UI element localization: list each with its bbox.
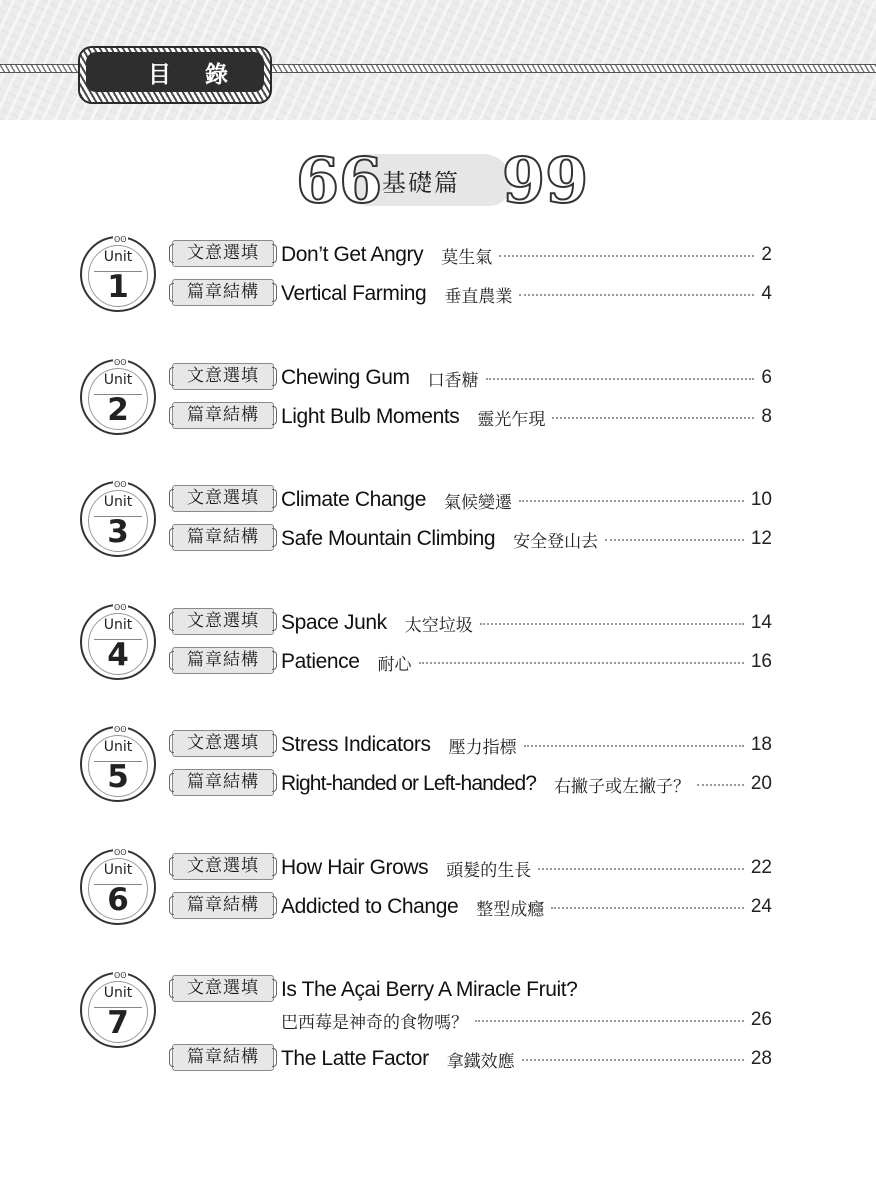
toc-entry[interactable] [172, 277, 772, 311]
entry-title-en: Addicted to Change [281, 895, 459, 918]
dot-leader [697, 784, 744, 786]
toc-entry[interactable] [172, 483, 772, 517]
entry-title-zh: 莫生氣 [441, 247, 493, 268]
unit-badge [80, 236, 156, 312]
section-title: 基礎篇 [382, 169, 460, 197]
unit-badge [80, 359, 156, 435]
entry-tag: 篇章結構 [172, 279, 274, 306]
page-number: 6 [761, 367, 772, 388]
title-tab [78, 46, 272, 104]
dot-leader [605, 539, 744, 541]
dot-leader [522, 1059, 744, 1061]
unit-badge [80, 972, 156, 1048]
page-number: 20 [750, 773, 772, 794]
entry-title-en: Is The Açai Berry A Miracle Fruit? [281, 978, 578, 1001]
entry-title-zh: 拿鐵效應 [446, 1051, 515, 1072]
dot-leader [524, 745, 744, 747]
entry-title-en: Stress Indicators [281, 733, 431, 756]
entry-tag: 文意選填 [172, 363, 274, 390]
page-number: 14 [750, 612, 772, 633]
dot-leader [519, 500, 744, 502]
entry-title-zh: 氣候變遷 [443, 492, 512, 513]
entry-title-zh: 整型成癮 [476, 899, 545, 920]
entry-title-en: Light Bulb Moments [281, 405, 460, 428]
page-number: 22 [750, 857, 772, 878]
toc-entry[interactable] [172, 522, 772, 556]
entry-tag: 文意選填 [172, 975, 274, 1002]
header-band [0, 0, 876, 120]
unit-number: 7 [107, 1005, 129, 1041]
page-number: 16 [750, 651, 772, 672]
page-number: 10 [750, 489, 772, 510]
badge-divider [94, 1007, 142, 1008]
badge-divider [94, 761, 142, 762]
entry-title-zh: 安全登山去 [513, 531, 599, 552]
entry-title-en: Right-handed or Left-handed? [281, 772, 537, 795]
toc-entry[interactable] [172, 728, 772, 762]
entry-tag: 篇章結構 [172, 1044, 274, 1071]
entry-title-zh: 靈光乍現 [477, 409, 546, 430]
entry-tag: 文意選填 [172, 853, 274, 880]
unit-number: 2 [107, 392, 129, 428]
entry-title-zh: 巴西莓是神奇的食物嗎？ [281, 1012, 468, 1033]
entry-tag: 篇章結構 [172, 892, 274, 919]
dot-leader [519, 294, 754, 296]
toc-entry[interactable] [172, 645, 772, 679]
mascot-icon: ʘʘ [114, 848, 127, 857]
unit-label: Unit [103, 739, 133, 755]
dot-leader [480, 623, 744, 625]
page-number: 2 [761, 244, 772, 265]
badge-divider [94, 516, 142, 517]
entry-tag: 篇章結構 [172, 647, 274, 674]
mascot-icon: ʘʘ [114, 480, 127, 489]
entry-title-en: Vertical Farming [281, 282, 427, 305]
badge-divider [94, 639, 142, 640]
unit-label: Unit [103, 249, 133, 265]
entry-title-en: Climate Change [281, 488, 426, 511]
unit-number: 5 [107, 759, 129, 795]
entry-title-en: How Hair Grows [281, 856, 429, 879]
toc-entry[interactable] [172, 238, 772, 272]
badge-divider [94, 884, 142, 885]
badge-divider [94, 271, 142, 272]
dot-leader [551, 907, 744, 909]
entry-title-en: Chewing Gum [281, 366, 410, 389]
entry-tag: 文意選填 [172, 485, 274, 512]
badge-divider [94, 394, 142, 395]
entry-title-en: Space Junk [281, 611, 387, 634]
toc-entry[interactable] [172, 606, 772, 640]
page-number: 24 [750, 896, 772, 917]
unit-badge [80, 481, 156, 557]
dot-leader [475, 1020, 744, 1022]
entry-tag: 篇章結構 [172, 524, 274, 551]
unit-badge [80, 726, 156, 802]
mascot-icon: ʘʘ [114, 725, 127, 734]
toc-entry[interactable] [172, 851, 772, 885]
entry-title-zh: 口香糖 [427, 370, 479, 391]
unit-number: 3 [107, 514, 129, 550]
page-number: 12 [750, 528, 772, 549]
page-number: 4 [761, 283, 772, 304]
entry-tag: 文意選填 [172, 240, 274, 267]
entry-title-zh: 耐心 [377, 654, 412, 675]
entry-title-zh: 太空垃圾 [404, 615, 473, 636]
mascot-icon: ʘʘ [114, 603, 127, 612]
dot-leader [499, 255, 754, 257]
unit-number: 4 [107, 637, 129, 673]
toc-entry[interactable] [172, 890, 772, 924]
unit-badge [80, 604, 156, 680]
unit-number: 1 [107, 269, 129, 305]
unit-label: Unit [103, 372, 133, 388]
close-quote-icon: 99 [502, 144, 589, 217]
section-heading [296, 144, 589, 217]
unit-number: 6 [107, 882, 129, 918]
unit-label: Unit [103, 617, 133, 633]
unit-label: Unit [103, 985, 133, 1001]
open-quote-icon: 66 [296, 144, 383, 217]
unit-label: Unit [103, 494, 133, 510]
mascot-icon: ʘʘ [114, 358, 127, 367]
dot-leader [538, 868, 744, 870]
toc-entry[interactable] [172, 973, 772, 1037]
toc-entry[interactable] [172, 767, 772, 801]
entry-title-en: Patience [281, 650, 360, 673]
rope-decoration-right [262, 64, 876, 73]
page-number: 18 [750, 734, 772, 755]
unit-label: Unit [103, 862, 133, 878]
page-number: 26 [750, 1009, 772, 1030]
dot-leader [419, 662, 744, 664]
toc-entry[interactable] [172, 400, 772, 434]
entry-title-en: Safe Mountain Climbing [281, 527, 496, 550]
entry-tag: 篇章結構 [172, 402, 274, 429]
mascot-icon: ʘʘ [114, 971, 127, 980]
entry-title-zh: 右撇子或左撇子？ [554, 776, 691, 797]
dot-leader [486, 378, 755, 380]
page-number: 8 [761, 406, 772, 427]
dot-leader [552, 417, 754, 419]
entry-title-en: The Latte Factor [281, 1047, 429, 1070]
mascot-icon: ʘʘ [114, 235, 127, 244]
entry-tag: 文意選填 [172, 608, 274, 635]
entry-title-zh: 垂直農業 [444, 286, 513, 307]
page-number: 28 [750, 1048, 772, 1069]
entry-title-zh: 壓力指標 [448, 737, 517, 758]
unit-badge [80, 849, 156, 925]
entry-tag: 文意選填 [172, 730, 274, 757]
toc-entry[interactable] [172, 1042, 772, 1076]
entry-title-en: Don’t Get Angry [281, 243, 424, 266]
page-title: 目 錄 [86, 52, 264, 92]
entry-tag: 篇章結構 [172, 769, 274, 796]
toc-entry[interactable] [172, 361, 772, 395]
entry-title-zh: 頭髮的生長 [446, 860, 532, 881]
